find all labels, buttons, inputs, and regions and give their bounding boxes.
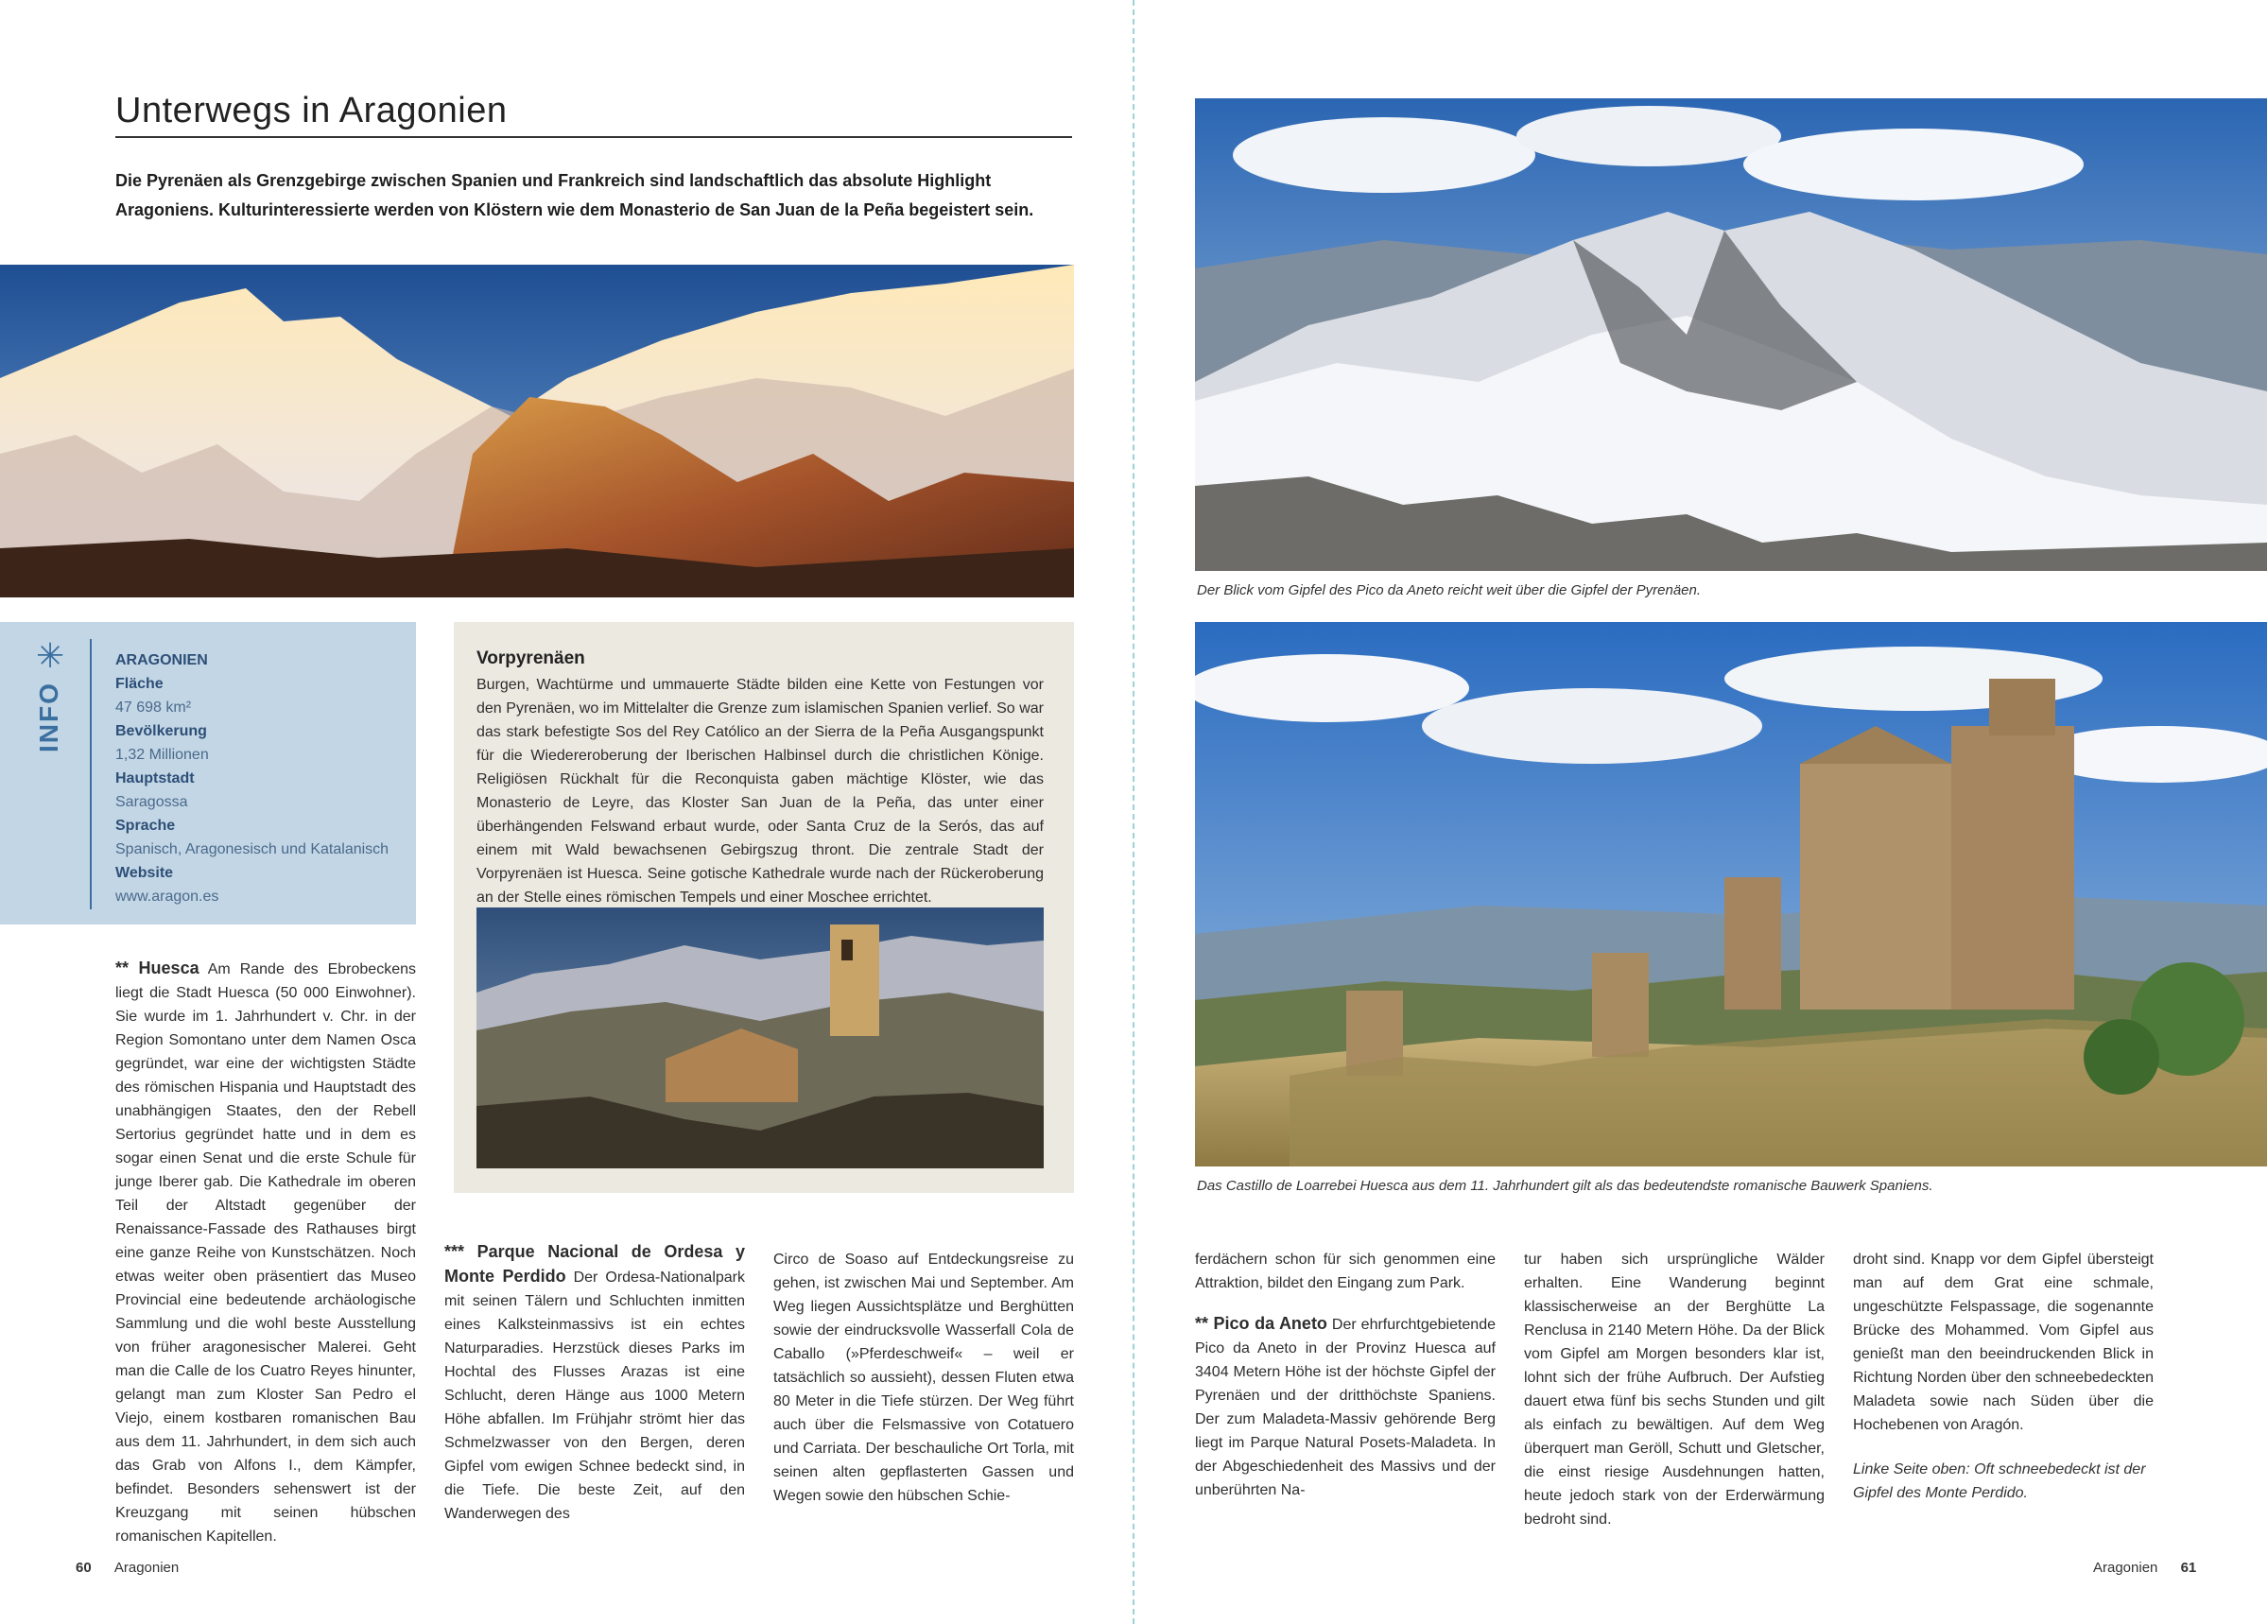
monte-perdido-image xyxy=(0,265,1074,597)
left-folio xyxy=(76,1560,179,1576)
village-tower-image xyxy=(476,907,1044,1168)
running-head-right: Aragonien xyxy=(2093,1560,2158,1576)
page-number-61: 61 xyxy=(2180,1560,2197,1576)
huesca-column xyxy=(115,957,416,1548)
title-rule xyxy=(115,136,1072,138)
caption-pico-aneto: Der Blick vom Gipfel des Pico da Aneto reicht weit über die Gipfel der Pyrenäen. xyxy=(1197,582,1702,598)
right-column-1 xyxy=(1195,1248,1496,1502)
ordesa-text-cont: Circo de Soaso auf Entdeckungsreise zu gehen, ist zwischen Mai und September. Am Weg liegen Aussichtsplätze und Berghütten sowie der eindrucksvolle Wasserfall Cola de Caballo (»Pferdeschweif« – weil er tatsächlich so aussieht), dessen Fluten etwa 80 Meter in die Tiefe stürzen. Der Weg führt auch über die Felsmassive von Cotatuero und Carriata. Der beschauliche Ort Torla, mit seinen alten gepflasterten Gassen und Wegen sowie den hübschen Schie- xyxy=(773,1252,1074,1504)
aneto-text: Der ehrfurchtgebietende Pico da Aneto in der Provinz Huesca auf 3404 Metern Höhe ist der höchste Gipfel der Pyrenäen und der dritthöchste Spaniens. Der zum Maladeta-Massiv gehörende Berg liegt im Parque Natural Posets-Maladeta. In der Abgeschiedenheit des Massivs und der unberührten Na- xyxy=(1195,1317,1497,1498)
info-value: 47 698 km² xyxy=(115,700,192,716)
spacer xyxy=(1195,1295,1496,1312)
vorpyrenaen-title: Vorpyrenäen xyxy=(476,648,585,668)
col3-caption: Linke Seite oben: Oft schneebedeckt ist der Gipfel des Monte Perdido. xyxy=(1853,1461,2146,1501)
castillo-loarre-photo xyxy=(1195,622,2267,1166)
info-key: Sprache xyxy=(115,818,176,834)
pico-aneto-image xyxy=(1195,98,2267,571)
page-number-60: 60 xyxy=(76,1560,92,1576)
ordesa-lead: *** Parque Nacional de Ordesa y Monte Perdido xyxy=(444,1242,745,1286)
ordesa-text: Der Ordesa-Nationalpark mit seinen Tälern und Schluchten inmitten eines Kalksteinmassivs ist ein echtes Naturparadies. Herzstück dieses Parks im Hochtal des Flusses Arazas ist eine Schlucht, deren Hänge aus 1000 Metern Höhe abfallen. Im Frühjahr strömt hier das Schmelzwasser von den Bergen, deren Gipfel vom ewigen Schnee bedeckt sind, in die Tiefe. Die beste Zeit, auf den Wanderwegen des xyxy=(444,1270,745,1522)
info-value: Spanisch, Aragonesisch und Katalanisch xyxy=(115,841,390,857)
right-column-3 xyxy=(1853,1248,2154,1505)
huesca-lead: ** Huesca xyxy=(115,959,199,977)
caption-castillo: Das Castillo de Loarrebei Huesca aus dem 11. Jahrhundert gilt als das bedeutendste romanische Bauwerk Spaniens. xyxy=(1197,1178,1933,1194)
right-folio xyxy=(2093,1560,2196,1576)
monte-perdido-photo xyxy=(0,265,1074,597)
vorpyrenaen-text: Burgen, Wachtürme und ummauerte Städte bilden eine Kette von Festungen vor den Pyrenäen, wo im Mittelalter die Grenze zum islamischen Spanien verlief. So war das stark befestigte Sos del Rey Católico an der Sierra de la Peña Ausgangspunkt für die Wiedereroberung der Iberischen Halbinsel durch die christlichen Könige. Religiösen Rückhalt für die Reconquista gaben mächtige Klöster, wie das Monasterio de Leyre, das Kloster San Juan de la Peña, das unter einer überhängenden Felswand erbaut wurde, oder Santa Cruz de la Serós, das auf einem mit Wald bewachsenen Gebirgszug thront. Die zentrale Stadt der Vorpyrenäen ist Huesca. Seine gotische Kathedrale wurde nach der Rückeroberung an der Stelle eines römischen Tempels und einer Moschee errichtet. xyxy=(476,677,1044,906)
spacer xyxy=(1853,1437,2154,1458)
right-col1-text: ferdächern schon für sich genommen eine Attraktion, bildet den Eingang zum Park. xyxy=(1195,1252,1496,1291)
right-col3-text: droht sind. Knapp vor dem Gipfel übersteigt man auf dem Grat eine schmale, ungeschützte Felspassage, die sogenannte Brücke des Mohammed. Vom Gipfel aus genießt man den beeindruckenden Blick in Richtung Norden über den schneebedeckten Maladeta sowie nach Süden über die Hochebenen von Aragón. xyxy=(1853,1252,2154,1433)
asterisk-icon: ✳ xyxy=(36,636,65,675)
castillo-loarre-image xyxy=(1195,622,2267,1166)
info-label: INFO xyxy=(34,682,63,752)
info-value: Saragossa xyxy=(115,794,188,810)
info-heading: ARAGONIEN xyxy=(115,652,208,668)
info-key: Hauptstadt xyxy=(115,770,195,786)
info-key: Bevölkerung xyxy=(115,723,207,739)
page-gutter xyxy=(1133,0,1134,1624)
aneto-lead: ** Pico da Aneto xyxy=(1195,1314,1327,1333)
info-key: Website xyxy=(115,865,174,881)
running-head-left: Aragonien xyxy=(113,1560,180,1576)
right-column-2 xyxy=(1524,1248,1825,1531)
info-website[interactable]: www.aragon.es xyxy=(115,889,219,905)
info-divider xyxy=(90,639,92,909)
chapter-title: Unterwegs in Aragonien xyxy=(115,91,508,130)
ordesa-column-cont xyxy=(773,1248,1074,1508)
ordesa-column xyxy=(444,1240,745,1526)
info-side-label xyxy=(32,636,74,752)
huesca-text: Am Rande des Ebrobeckens liegt die Stadt Huesca (50 000 Einwohner). Sie wurde im 1. Jahrhundert v. Chr. in der Region Somontano unter dem Namen Osca gegründet, war eine der wichtigsten Städte des römischen Hispania und Hauptstadt des unabhängigen Staates, den der Rebell Sertorius gegründet hatte und in dem es sogar einen Senat und die erste Schule für junge Iberer gab. Die Kathedrale im oberen Teil der Altstadt gegenüber der Renaissance-Fassade des Rathauses birgt eine ganze Reihe von Kunstschätzen. Noch etwas weiter oben präsentiert das Museo Provincial eine bedeutende archäologische Sammlung und die wohl beste Ausstellung von früher aragonesischer Malerei. Geht man die Calle de los Cuatro Reyes hinunter, gelangt man zum Kloster San Pedro el Viejo, einem kostbaren romanischen Bau aus dem 11. Jahrhundert, in dem sich auch das Grab von Alfons I., dem Kämpfer, befindet. Besonders sehenswert ist der Kreuzgang mit seinen hübschen romanischen Kapitellen. xyxy=(115,961,416,1545)
info-key: Fläche xyxy=(115,676,164,692)
intro-paragraph: Die Pyrenäen als Grenzgebirge zwischen Spanien und Frankreich sind landschaftlich das absolute Highlight Aragoniens. Kulturinteressierte werden von Klöstern wie dem Monasterio de San Juan de la Peña begeistert sein. xyxy=(115,171,1034,219)
village-tower-photo xyxy=(476,907,1044,1168)
info-list xyxy=(115,648,399,908)
info-value: 1,32 Millionen xyxy=(115,747,209,763)
pico-aneto-photo xyxy=(1195,98,2267,571)
right-col2-text: tur haben sich ursprüngliche Wälder erhalten. Eine Wanderung beginnt klassischerweise an der Berghütte La Renclusa in 2140 Metern Höhe. Da der Blick vom Gipfel am Morgen besonders klar ist, lohnt sich der frühe Aufbruch. Der Aufstieg dauert etwa fünf bis sechs Stunden und gilt als einfach zu bewältigen. Auf dem Weg überquert man Geröll, Schutt und Gletscher, die einst riesige Ausdehnungen hatten, heute jedoch stark von der Erderwärmung bedroht sind. xyxy=(1524,1252,1825,1528)
